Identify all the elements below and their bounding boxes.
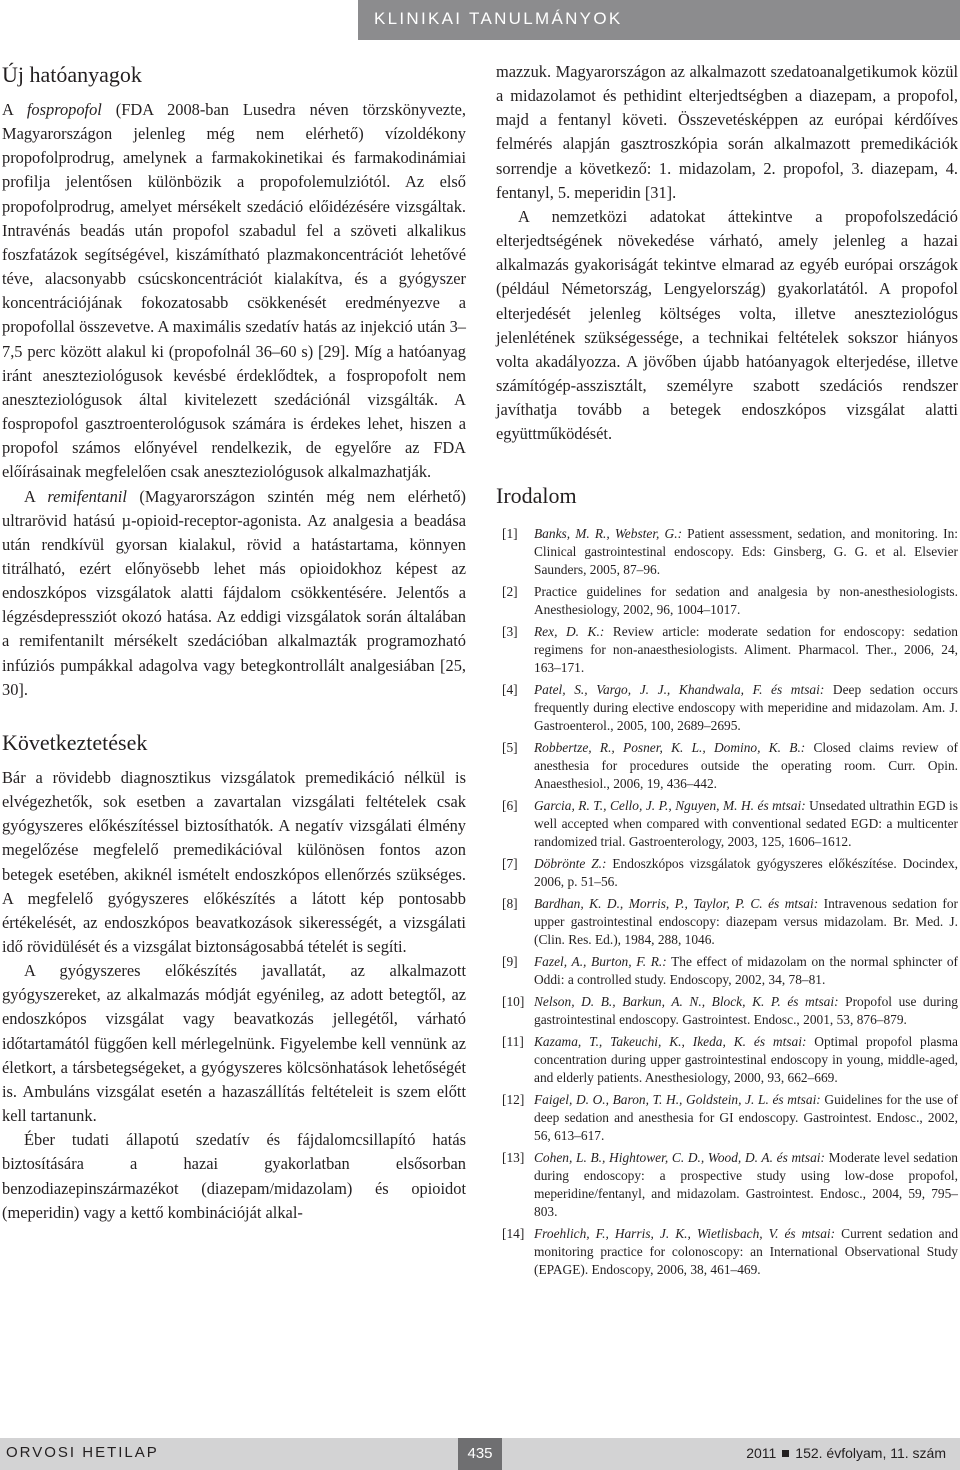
heading-references: Irodalom — [496, 482, 577, 508]
reference-number: [1] — [502, 525, 518, 541]
reference-number: [10] — [502, 993, 525, 1009]
heading-new-agents: Új hatóanyagok — [2, 62, 142, 87]
reference-text: Endoszkópos vizsgálatok gyógyszeres előkészítése. Docindex, 2006, p. 51–56. — [534, 855, 958, 889]
reference-item — [496, 1091, 958, 1145]
reference-authors: Patel, S., Vargo, J. J., Khandwala, F. és mtsai: — [534, 681, 825, 697]
reference-text: Intravenous sedation for upper gastrointestinal endoscopy: diazepam versus midazolam. Br. Med. J. (Clin. Res. Ed.), 1984, 288, 1046. — [534, 895, 958, 948]
reference-authors: Cohen, L. B., Hightower, C. D., Wood, D. A. és mtsai: — [534, 1150, 825, 1166]
reference-item — [496, 993, 958, 1029]
left-column — [2, 60, 466, 1225]
right-column — [496, 60, 958, 1283]
reference-number: [4] — [502, 681, 518, 697]
reference-text: The effect of midazolam on the normal sphincter of Oddi: a controlled study. Endoscopy, 2002, 34, 78–81. — [534, 953, 959, 988]
paragraph-fospropofol: A fospropofol (FDA 2008-ban Lusedra néven törzskönyvezte, Magyarországon jelenleg még nem elérhető) vízoldékony propofolprodrug, amelynek a farmakokinetikai és farmakodinámiai profilja jelentősen különbözik a propofolemulziótól. Az első propofolprodrug, amelyet mérsékelt szedáció előidézésére vizsgáltak. Intravénás beadás után propofol szabadul fel a szöveti alkalikus foszfatázok segítségével, kiszámítható plazmakoncentrációt lehetővé téve, alacsonyabb csúcskoncentrációt kialakítva, és a gyógyszer koncentrációjának fokozatosabb csökkenését eredményezve a propofollal összevetve. A maximális szedatív hatás az injekció után 3–7,5 perc között alakul ki (propofolnál 36–60 s) [29]. Míg a hatóanyag iránt aneszteziológusok kevésbé érdeklődtek, a fospropofolt nem aneszteziológusok által kivitelezett szedációnál vizsgálták. A fospropofol gasztroenterológusok számára is érdekes lehet, hiszen a propofol számos előnyével rendelkezik, de egyelőre az FDA előírásainak megfelelően csak aneszteziológusok alkalmazhatják. — [2, 100, 467, 482]
reference-authors: Garcia, R. T., Cello, J. P., Nguyen, M. H. és mtsai: — [534, 797, 806, 813]
reference-item — [496, 623, 958, 677]
reference-number: [13] — [502, 1150, 525, 1166]
reference-number: [12] — [502, 1091, 525, 1107]
heading-conclusions: Következtetések — [2, 729, 148, 755]
footer — [0, 1438, 960, 1470]
reference-authors: Robbertze, R., Posner, K. L., Domino, K. B.: — [534, 739, 806, 755]
reference-authors: Nelson, D. B., Barkun, A. N., Block, K. P. és mtsai: — [534, 993, 839, 1009]
separator-square-icon — [782, 1450, 789, 1457]
reference-text: Moderate level sedation during endoscopy: a prospective study using low-dose propofol, meperidine/fentanyl, and midazolam. Gastrointest. Endosc., 2004, 59, 795–803. — [534, 1150, 958, 1220]
reference-text: Practice guidelines for sedation and analgesia by non-anesthesiologists. Anesthesiology, 2002, 96, 1004–1017. — [534, 583, 958, 617]
reference-list — [496, 525, 958, 1280]
reference-item — [496, 739, 958, 793]
reference-number: [8] — [502, 895, 518, 911]
reference-authors: Fazel, A., Burton, F. R.: — [534, 953, 667, 969]
reference-item — [496, 1149, 958, 1221]
paragraph-conclusions-3: Éber tudati állapotú szedatív és fájdalomcsillapító hatás biztosítására a hazai gyakorlatban elsősorban benzodiazepinszármazékot (diazepam/midazolam) és opioidot (meperidin) vagy a kettő kombinációját alkal- — [2, 1130, 466, 1222]
journal-name: ORVOSI HETILAP — [6, 1444, 159, 1461]
reference-authors: Rex, D. K.: — [534, 623, 605, 639]
paragraph-conclusions-1: Bár a rövidebb diagnosztikus vizsgálatok premedikáció nélkül is elvégezhetők, sok esetben a zavartalan vizsgálati feltételek csak gyógyszeres előkészítéssel biztosíthatók. A negatív vizsgálati élmény megelőzése megfelelő premedikációval különösen fontos azon betegek esetében, akiknél ismételt endoszkópos ellenőrzés szükséges. A megfelelő gyógyszeres előkészítés a látott kép pontosabb értékelését, az endoszkópos beavatkozások sikerességét, a vizsgálati idő rövidülését és a vizsgálat biztonságosabbá tételét is segíti. — [2, 767, 466, 956]
reference-authors: Banks, M. R., Webster, G.: — [534, 525, 683, 541]
reference-item — [496, 953, 958, 989]
reference-item — [496, 681, 958, 735]
reference-item — [496, 855, 958, 891]
paragraph-remifentanil: A remifentanil (Magyarországon szintén még nem elérhető) ultrarövid hatású µ-opioid-receptor-agonista. Az analgesia a beadása után rendkívül gyorsan kialakul, rövid a hatástartama, könnyen titrálható, ezért előnyösebb lehet más opioidokhoz képest az endoszkópos vizsgálatok alatti fájdalom csökkentésére. Jelentős a légzésdepressziót okozó hatása. Az eddigi vizsgálatok során általában a remifentanilt mérsékelt szedációban alkalmazták programozható infúziós pumpákkal adagolva vagy betegkontrollált analgesiában [25, 30]. — [2, 486, 466, 699]
reference-text: Current sedation and monitoring practice for colonoscopy: an International Observational Study (EPAGE). Endoscopy, 2006, 38, 461–469. — [534, 1226, 959, 1278]
reference-item — [496, 525, 958, 579]
reference-text: Deep sedation occurs frequently during elective endoscopy with meperidine and midazolam. Am. J. Gastroenterol., 2005, 100, 2689–2695. — [534, 681, 958, 733]
reference-text: Closed claims review of anesthesia for procedures outside the operating room. Curr. Opin. Anaesthesiol., 2006, 19, 436–442. — [534, 739, 958, 791]
section-header: KLINIKAI TANULMÁNYOK — [374, 9, 623, 28]
reference-number: [5] — [502, 739, 518, 755]
reference-authors: Froehlich, F., Harris, J. K., Wietlisbach, V. és mtsai: — [534, 1226, 836, 1242]
reference-text: Guidelines for the use of deep sedation and anesthesia for GI endoscopy. Gastrointest. Endosc., 2002, 56, 613–617. — [534, 1091, 959, 1144]
reference-text: Unsedated ultrathin EGD is well accepted when compared with conventional sedated EGD: a multicenter randomized trial. Gastroenterology, 2003, 125, 1606–1612. — [534, 797, 958, 849]
issue-info: 2011 152. évfolyam, 11. szám — [746, 1445, 946, 1461]
reference-text: Patient assessment, sedation, and monitoring. In: Clinical gastrointestinal endoscopy. Eds: Ginsberg, G. G. et al. Elsevier Saunders, 2005, 87–96. — [534, 525, 958, 577]
reference-number: [7] — [502, 855, 518, 871]
reference-number: [11] — [502, 1033, 524, 1049]
paragraph-international: A nemzetközi adatokat áttekintve a propofolszedáció elterjedtségének növekedése várható, amely jelenleg a hazai alkalmazás gyakoriságát tekintve elmarad az egyéb európai országok (például Németország, Lengyelország) gyakorlatától. A propofol elterjedését jelenleg költséges volta, illetve aneszteziológus jelenlétének szükségessége, a technikai feltételek sokszor hiányos volta akadályozza. A jövőben újabb hatóanyagok elterjedése, illetve számítógép-asszisztált, személyre szabott szedációs rendszer javíthatja tovább a betegek endoszkópos vizsgálat alatti együttműködését. — [496, 206, 958, 444]
reference-number: [9] — [502, 953, 518, 969]
reference-number: [3] — [502, 623, 518, 639]
reference-number: [2] — [502, 583, 518, 599]
reference-number: [14] — [502, 1226, 525, 1242]
reference-item — [496, 797, 958, 851]
reference-item — [496, 895, 958, 949]
reference-item — [496, 583, 958, 619]
page-number: 435 — [458, 1438, 502, 1470]
reference-authors: Kazama, T., Takeuchi, K., Ikeda, K. és mtsai: — [534, 1033, 807, 1049]
reference-authors: Faigel, D. O., Baron, T. H., Goldstein, J. L. és mtsai: — [534, 1091, 821, 1107]
reference-text: Optimal propofol plasma concentration during upper gastrointestinal endoscopy in young, middle-aged, and elderly patients. Anesthesiology, 2000, 93, 662–669. — [534, 1033, 958, 1086]
reference-item — [496, 1033, 958, 1087]
paragraph-conclusions-2: A gyógyszeres előkészítés javallatát, az alkalmazott gyógyszereket, az alkalmazás módját egyénileg, az adott betegtől, az endoszkópos vizsgálat vagy beavatkozás jellegétől, várható időtartamától függően kell mérlegelnünk. Figyelembe kell vennünk az életkort, a társbetegségeket, a gyógyszeres kölcsönhatások lehetőségét is. Ambuláns vizsgálat esetén a hazaszállítás feltételeit is szem előtt kell tartanunk. — [2, 961, 466, 1126]
reference-text: Review article: moderate sedation for endoscopy: sedation regimens for non-anaesthesiologists. Aliment. Pharmacol. Ther., 2006, 24, 163–171. — [534, 623, 958, 675]
paragraph-continued: mazzuk. Magyarországon az alkalmazott szedatoanalgetikumok közül a midazolamot és pethidint elterjedtségben a diazepam, a propofol, majd a fentanyl követi. Összevetésképpen az európai kérdőíves felmérés alapján gasztroszkópia során alkalmazott premedikációk sorrendje a következő: 1. midazolam, 2. propofol, 3. diazepam, 4. fentanyl, 5. meperidin [31]. — [496, 62, 958, 202]
reference-number: [6] — [502, 797, 518, 813]
reference-text: Propofol use during gastrointestinal endoscopy. Gastrointest. Endosc., 2001, 53, 876–879. — [534, 993, 958, 1028]
reference-authors: Döbrönte Z.: — [534, 855, 607, 871]
reference-authors: Bardhan, K. D., Morris, P., Taylor, P. C. és mtsai: — [534, 895, 819, 911]
reference-item — [496, 1225, 958, 1279]
